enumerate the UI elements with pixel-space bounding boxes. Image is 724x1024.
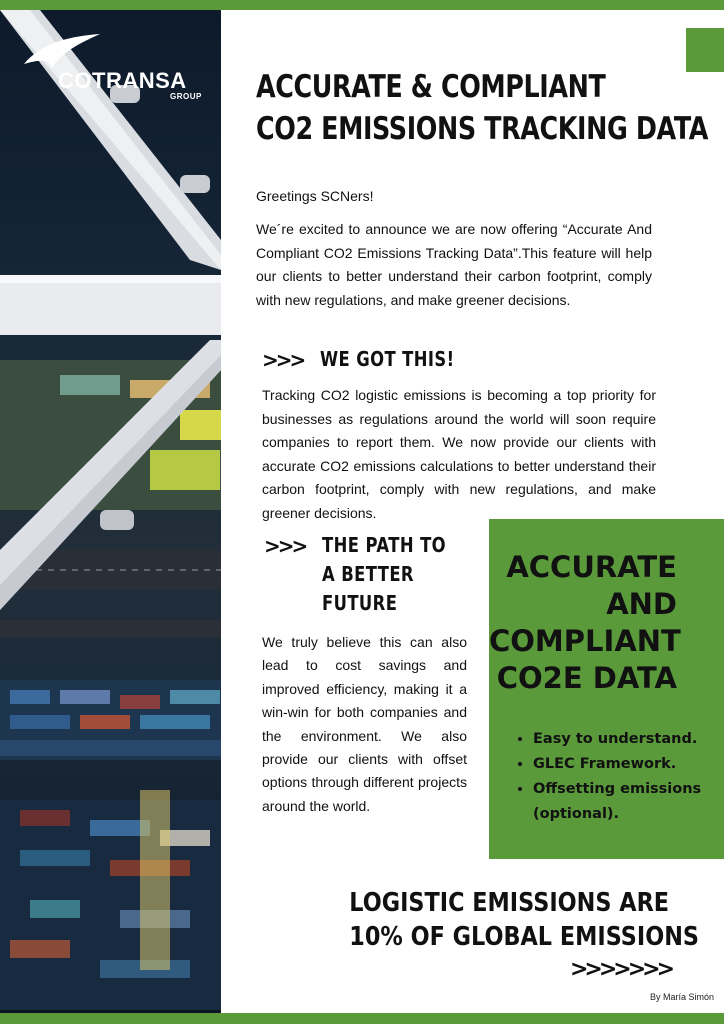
footer-line2: 10% OF GLOBAL EMISSIONS [349, 922, 700, 952]
page-title-line2: CO2 EMISSIONS TRACKING DATA [256, 111, 709, 147]
photo-illustration [0, 10, 221, 1013]
brand-name: COTRANSA [58, 68, 187, 93]
top-green-bar [0, 0, 724, 10]
callout-title-line: AND [606, 587, 677, 621]
footer-line1: LOGISTIC EMISSIONS ARE [349, 888, 670, 918]
callout-title-line: ACCURATE [506, 550, 677, 584]
greeting: Greetings SCNers! [256, 188, 374, 204]
callout-box [489, 519, 724, 859]
page-title [256, 66, 709, 150]
section2-heading-line: THE PATH TO [322, 533, 447, 557]
bullet-item: • Offsetting emissions (optional). [533, 777, 724, 827]
callout-title [489, 549, 681, 697]
section2-heading-line: FUTURE [322, 591, 398, 615]
intro-paragraph: We´re excited to announce we are now offering “Accurate And Compliant CO2 Emissions Tracking Data”.This feature will help our clients to better understand their carbon footprint, comply with new regulations, and make greener decisions. [256, 221, 652, 308]
bottom-green-bar [0, 1013, 724, 1024]
bullet-item: • Easy to understand. [533, 727, 724, 752]
footer-arrows-icon: >>>>>>> [570, 957, 672, 982]
callout-title-line: CO2E DATA [496, 661, 677, 695]
corner-green-square [686, 28, 724, 72]
section1-body: Tracking CO2 logistic emissions is becoming a top priority for businesses as regulations around the world will soon require companies to report them. We now provide our clients with accurate CO2 emissions calculations to better understand their carbon footprint, comply with new regulations, and make greener decisions. [262, 387, 656, 521]
page-title-line1: ACCURATE & COMPLIANT [256, 69, 606, 105]
section1-arrows-icon: >>> [262, 348, 304, 372]
logo-swoosh-icon [22, 32, 102, 72]
callout-bullets [517, 727, 724, 827]
section2-heading-line: A BETTER [322, 562, 414, 586]
footer-headline [300, 886, 700, 954]
section2-arrows-icon: >>> [264, 534, 306, 558]
bullet-item: • GLEC Framework. [533, 752, 724, 777]
section2-body: We truly believe this can also lead to cost savings and improved efficiency, making it a win-win for both companies and the environment. We also provide our clients with offset options through different projects around the world. [262, 634, 467, 814]
section2-heading [322, 531, 446, 618]
section1-heading: WE GOT THIS! [320, 347, 455, 371]
callout-title-line: COMPLIANT [489, 624, 681, 658]
brand-sub: GROUP [170, 92, 202, 101]
aerial-port-photo [0, 10, 221, 1013]
byline: By María Simón [649, 992, 714, 1002]
